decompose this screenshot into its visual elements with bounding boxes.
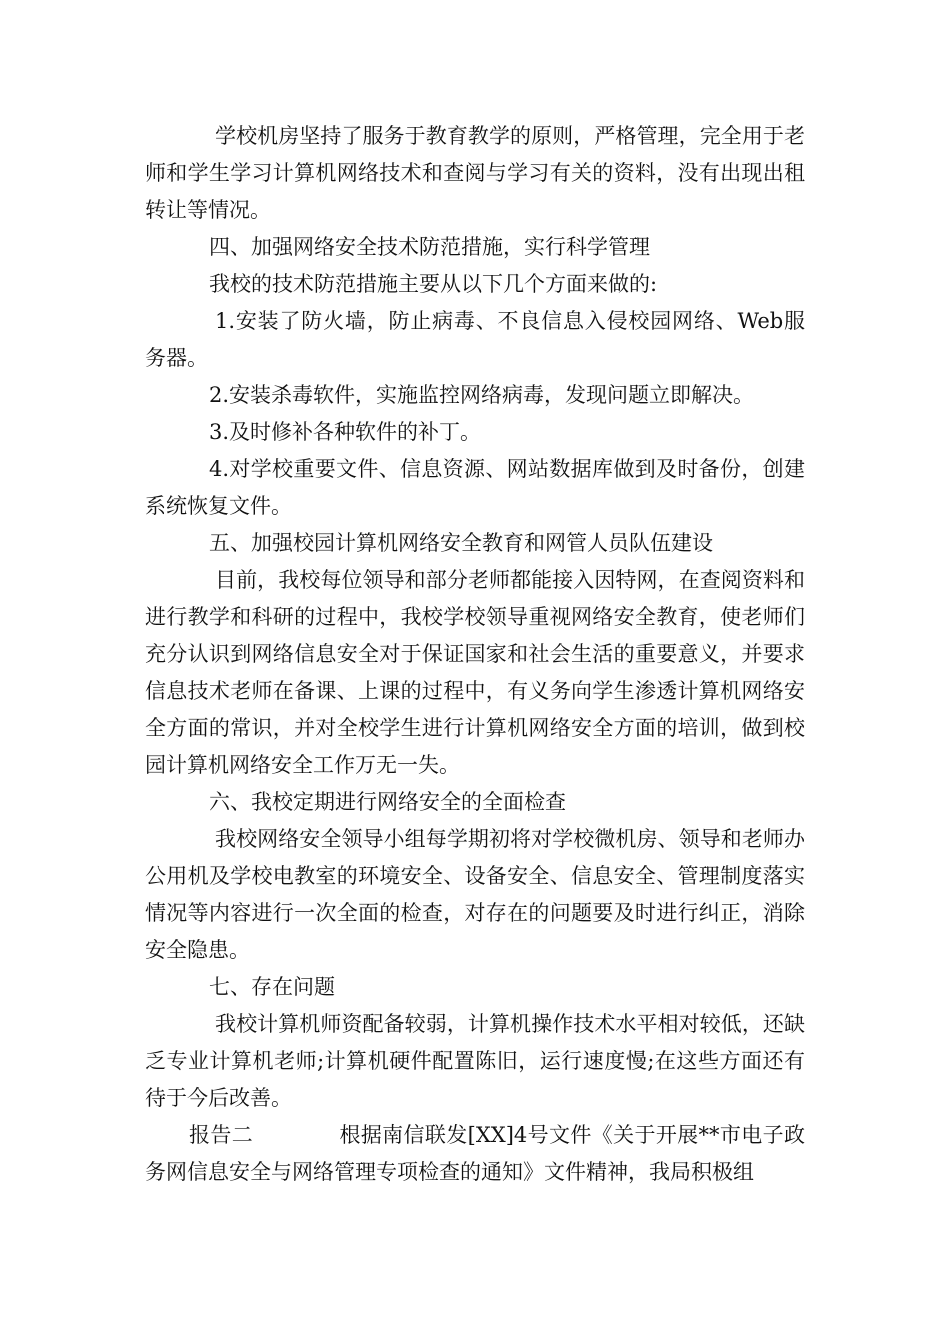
paragraph-security-education: 目前，我校每位领导和部分老师都能接入因特网，在查阅资料和进行教学和科研的过程中，我校学校领导重视网络安全教育，使老师们充分认识到网络信息安全对于保证国家和社会生活的重要意义，并要求信息技术老师在备课、上课的过程中，有义务向学生渗透计算机网络安全方面的常识，并对全校学生进行计算机网络安全方面的培训，做到校园计算机网络安全工作万无一失。	[145, 568, 805, 777]
paragraph-report-two	[145, 1117, 805, 1191]
paragraph-measures-intro: 我校的技术防范措施主要从以下几个方面来做的:	[209, 272, 658, 296]
document-body	[145, 118, 805, 1191]
list-item-patches: 3.及时修补各种软件的补丁。	[209, 420, 482, 444]
heading-section-6: 六、我校定期进行网络安全的全面检查	[209, 790, 566, 814]
heading-section-4: 四、加强网络安全技术防范措施，实行科学管理	[209, 235, 650, 259]
report-label: 报告二	[189, 1123, 254, 1147]
paragraph-lab-policy: 学校机房坚持了服务于教育教学的原则，严格管理，完全用于老师和学生学习计算机网络技术和查阅与学习有关的资料，没有出现出租转让等情况。	[145, 124, 805, 222]
paragraph-problems: 我校计算机师资配备较弱，计算机操作技术水平相对较低，还缺乏专业计算机老师;计算机硬件配置陈旧，运行速度慢;在这些方面还有待于今后改善。	[145, 1012, 805, 1110]
paragraph-inspection: 我校网络安全领导小组每学期初将对学校微机房、领导和老师办公用机及学校电教室的环境安全、设备安全、信息安全、管理制度落实情况等内容进行一次全面的检查，对存在的问题要及时进行纠正，消除安全隐患。	[145, 827, 805, 962]
report-text: 根据南信联发[XX]4号文件《关于开展**市电子政务网信息安全与网络管理专项检查的通知》文件精神，我局积极组	[145, 1123, 805, 1184]
heading-section-5: 五、加强校园计算机网络安全教育和网管人员队伍建设	[209, 531, 713, 555]
list-item-antivirus: 2.安装杀毒软件，实施监控网络病毒，发现问题立即解决。	[209, 383, 755, 407]
list-item-backup: 4.对学校重要文件、信息资源、网站数据库做到及时备份，创建系统恢复文件。	[145, 457, 805, 518]
list-item-firewall: 1.安装了防火墙，防止病毒、不良信息入侵校园网络、Web服务器。	[145, 309, 805, 370]
heading-section-7: 七、存在问题	[209, 975, 335, 999]
